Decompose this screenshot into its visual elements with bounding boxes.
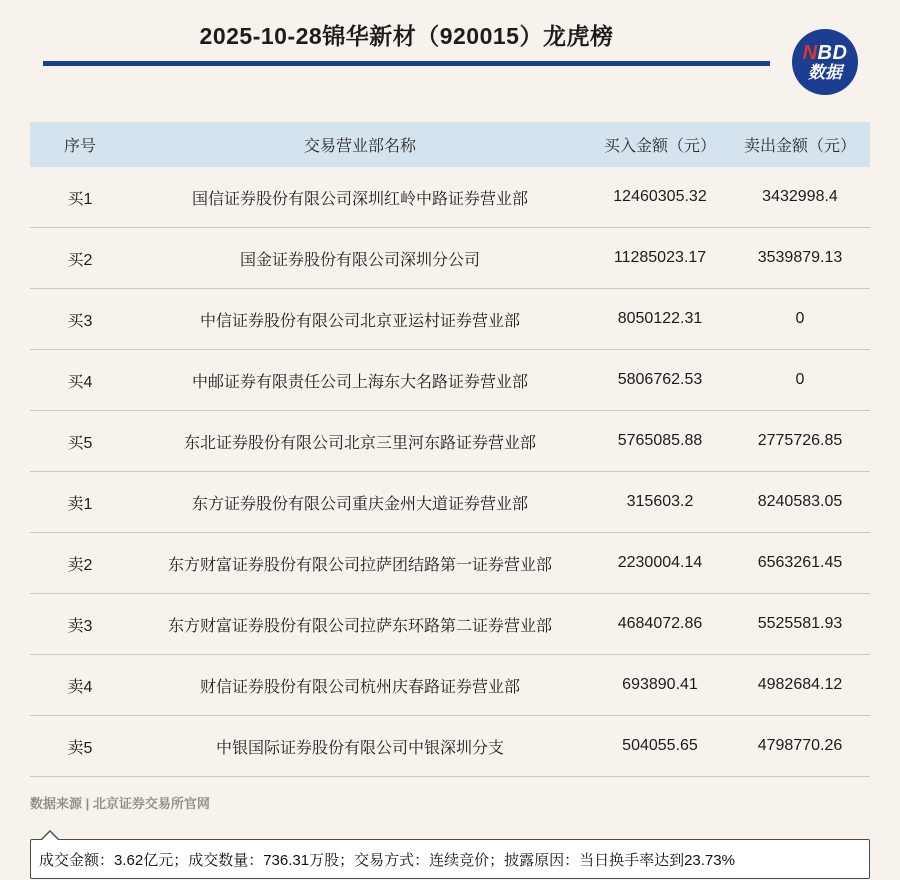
buy-amount-cell: 5765085.88 [617, 432, 703, 449]
rank-cell: 买2 [67, 251, 93, 269]
branch-name-cell: 中邮证券有限责任公司上海东大名路证券营业部 [191, 373, 528, 391]
table-row [30, 167, 870, 228]
sell-amount-cell: 8240583.05 [757, 493, 843, 510]
branch-name-cell: 中信证券股份有限公司北京亚运村证券营业部 [199, 312, 520, 330]
branch-name-cell: 中银国际证券股份有限公司中银深圳分支 [215, 739, 504, 757]
data-source-line: 数据来源 | 北京证券交易所官网 [30, 796, 210, 811]
broker-seats-table [30, 122, 870, 777]
page-title: 2025-10-28锦华新材（920015）龙虎榜 [199, 23, 614, 49]
disclosure-note-bubble [30, 839, 870, 879]
branch-name-cell: 东北证券股份有限公司北京三里河东路证券营业部 [183, 434, 536, 452]
sell-amount-cell: 4982684.12 [757, 676, 843, 693]
branch-name-cell: 财信证券股份有限公司杭州庆春路证券营业部 [199, 678, 520, 696]
branch-name-cell: 国金证券股份有限公司深圳分公司 [239, 251, 480, 269]
rank-cell: 买3 [67, 312, 93, 330]
table-row [30, 472, 870, 533]
nbd-logo [792, 29, 858, 95]
sell-amount-cell: 0 [795, 371, 805, 388]
branch-name-cell: 国信证券股份有限公司深圳红岭中路证券营业部 [191, 190, 528, 208]
nbd-logo-subtitle: 数据 [808, 62, 842, 82]
title-underline [43, 61, 770, 66]
sell-amount-cell: 0 [795, 310, 805, 327]
branch-name-cell: 东方证券股份有限公司重庆金州大道证券营业部 [191, 495, 528, 513]
header-sell-amount: 卖出金额（元） [743, 138, 856, 155]
rank-cell: 买4 [67, 373, 93, 391]
header-rank: 序号 [63, 138, 96, 155]
rank-cell: 卖2 [67, 556, 93, 574]
header-buy-amount: 买入金额（元） [603, 138, 716, 155]
sell-amount-cell: 5525581.93 [757, 615, 843, 632]
rank-cell: 买1 [67, 190, 93, 208]
buy-amount-cell: 504055.65 [622, 737, 698, 754]
buy-amount-cell: 12460305.32 [613, 188, 707, 205]
table-row [30, 716, 870, 777]
buy-amount-cell: 2230004.14 [617, 554, 703, 571]
logo-letters-bd: BD [817, 41, 848, 64]
buy-amount-cell: 8050122.31 [617, 310, 703, 327]
buy-amount-cell: 693890.41 [622, 676, 698, 693]
sell-amount-cell: 2775726.85 [757, 432, 843, 449]
table-row [30, 594, 870, 655]
buy-amount-cell: 315603.2 [626, 493, 694, 510]
rank-cell: 卖5 [67, 739, 93, 757]
table-row [30, 350, 870, 411]
disclosure-note-text: 成交金额：3.62亿元；成交数量：736.31万股；交易方式：连续竞价；披露原因：当日换手率达到23.73% [39, 851, 735, 869]
rank-cell: 卖3 [67, 617, 93, 635]
branch-name-cell: 东方财富证券股份有限公司拉萨东环路第二证券营业部 [167, 617, 552, 635]
rank-cell: 买5 [67, 434, 93, 452]
rank-cell: 卖1 [67, 495, 93, 513]
table-row [30, 533, 870, 594]
rank-cell: 卖4 [67, 678, 93, 696]
sell-amount-cell: 3432998.4 [762, 188, 838, 205]
sell-amount-cell: 6563261.45 [757, 554, 843, 571]
buy-amount-cell: 4684072.86 [617, 615, 703, 632]
header-branch-name: 交易营业部名称 [303, 138, 416, 155]
sell-amount-cell: 3539879.13 [757, 249, 843, 266]
nbd-logo-text [803, 43, 848, 64]
table-row [30, 289, 870, 350]
buy-amount-cell: 5806762.53 [617, 371, 703, 388]
branch-name-cell: 东方财富证券股份有限公司拉萨团结路第一证券营业部 [167, 556, 552, 574]
table-row [30, 655, 870, 716]
card-header [0, 0, 900, 122]
table-header-row [30, 122, 870, 167]
title-block [43, 20, 770, 66]
table-row [30, 228, 870, 289]
table-row [30, 411, 870, 472]
buy-amount-cell: 11285023.17 [613, 249, 707, 266]
logo-letter-n: N [802, 41, 818, 64]
sell-amount-cell: 4798770.26 [757, 737, 843, 754]
